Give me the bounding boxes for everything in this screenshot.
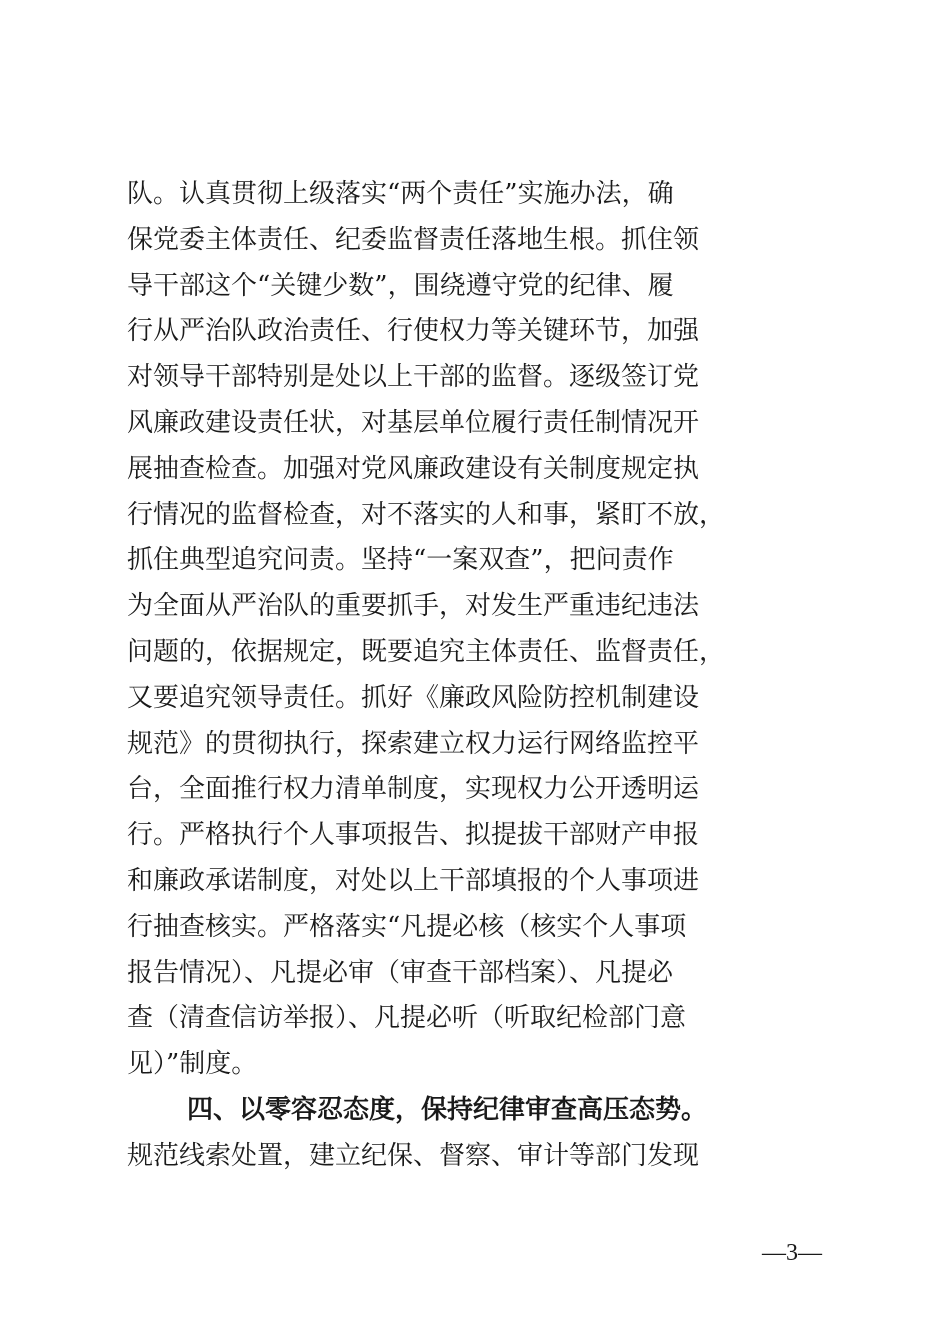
- text-line: 报告情况）、凡提必审（审查干部档案）、凡提必: [127, 957, 674, 988]
- text-line: 行情况的监督检查，对不落实的人和事，紧盯不放，: [127, 499, 726, 530]
- text-line: 规范线索处置，建立纪保、督察、审计等部门发现: [127, 1140, 700, 1171]
- text-line: 对领导干部特别是处以上干部的监督。逐级签订党: [127, 362, 700, 393]
- section-heading: 四、以零容忍态度，保持纪律审查高压态势。: [187, 1094, 708, 1125]
- text-line: 风廉政建设责任状，对基层单位履行责任制情况开: [127, 407, 700, 438]
- text-line: 台，全面推行权力清单制度，实现权力公开透明运: [127, 774, 700, 805]
- text-line: 见）”制度。: [127, 1049, 258, 1080]
- text-line: 行从严治队政治责任、行使权力等关键环节，加强: [127, 316, 700, 347]
- text-line: 又要追究领导责任。抓好《廉政风险防控机制建设: [127, 682, 700, 713]
- text-line: 展抽查检查。加强对党风廉政建设有关制度规定执: [127, 453, 700, 484]
- text-line: 导干部这个“关键少数”，围绕遵守党的纪律、履: [127, 270, 674, 301]
- text-line: 抓住典型追究问责。坚持“一案双查”，把问责作: [127, 545, 674, 576]
- text-line: 查（清查信访举报）、凡提必听（听取纪检部门意: [127, 1003, 687, 1034]
- text-line: 保党委主体责任、纪委监督责任落地生根。抓住领: [127, 224, 700, 255]
- text-line: 为全面从严治队的重要抓手，对发生严重违纪违法: [127, 591, 700, 622]
- page-number: —3—: [762, 1240, 822, 1266]
- text-line: 队。认真贯彻上级落实“两个责任”实施办法，确: [127, 179, 674, 209]
- text-line: 行。严格执行个人事项报告、拟提拔干部财产申报: [127, 820, 700, 851]
- text-line: 行抽查核实。严格落实“凡提必核（核实个人事项: [127, 911, 687, 942]
- text-line: 规范》的贯彻执行，探索建立权力运行网络监控平: [127, 728, 700, 759]
- body-text: [127, 172, 827, 1180]
- text-line: 和廉政承诺制度，对处以上干部填报的个人事项进: [127, 865, 700, 896]
- text-line: 问题的，依据规定，既要追究主体责任、监督责任，: [127, 636, 726, 667]
